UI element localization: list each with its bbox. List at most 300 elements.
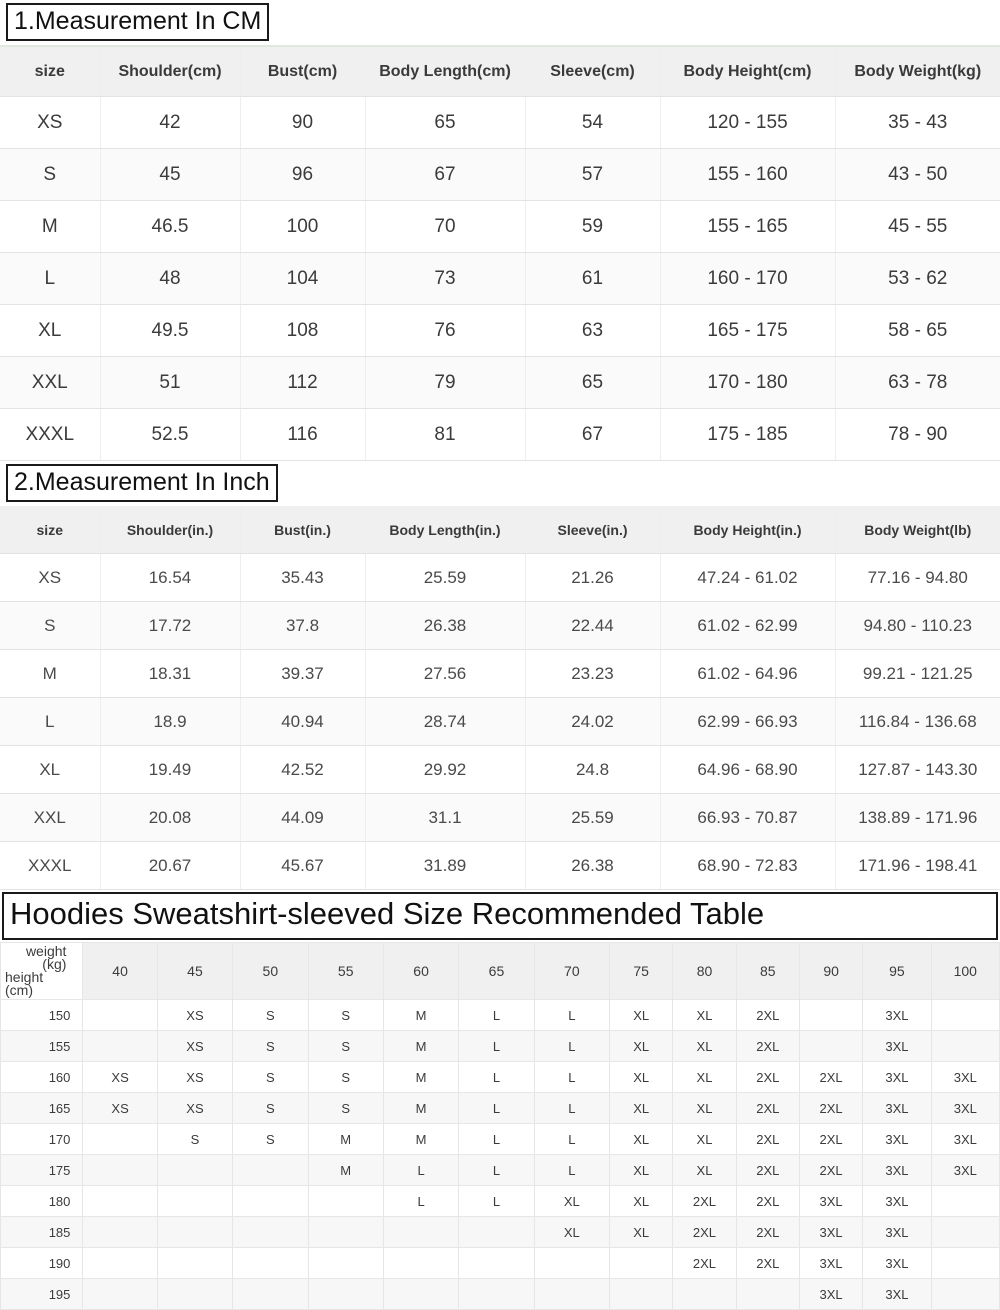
reco-cell: [931, 1279, 999, 1310]
reco-cell: M: [383, 1031, 458, 1062]
reco-cell: M: [308, 1124, 383, 1155]
reco-cell: 2XL: [736, 1093, 799, 1124]
reco-cell: L: [383, 1186, 458, 1217]
cell-sleeve: 23.23: [525, 650, 660, 698]
reco-cell: 2XL: [799, 1124, 862, 1155]
cell-body-height: 170 - 180: [660, 357, 835, 409]
weight-header: 65: [459, 943, 534, 1000]
cell-body-weight: 63 - 78: [835, 357, 1000, 409]
cell-body-weight: 45 - 55: [835, 201, 1000, 253]
recommended-table-title: Hoodies Sweatshirt-sleeved Size Recommended Table: [2, 892, 998, 940]
cell-bust: 40.94: [240, 698, 365, 746]
weight-header: 40: [83, 943, 157, 1000]
table-row: [0, 794, 1000, 842]
cell-size: M: [0, 201, 100, 253]
reco-cell: 3XL: [799, 1279, 862, 1310]
reco-cell: 3XL: [799, 1217, 862, 1248]
reco-cell: M: [308, 1155, 383, 1186]
reco-cell: L: [459, 1031, 534, 1062]
reco-row: [1, 1000, 1000, 1031]
reco-cell: [308, 1217, 383, 1248]
cell-size: XS: [0, 554, 100, 602]
cell-bust: 96: [240, 149, 365, 201]
measurement-inch-table: [0, 506, 1000, 890]
reco-header-row: [1, 943, 1000, 1000]
cell-body-weight: 43 - 50: [835, 149, 1000, 201]
measurement-cm-table: [0, 47, 1000, 461]
height-label: 195: [1, 1279, 83, 1310]
reco-cell: XL: [610, 1093, 673, 1124]
reco-cell: XL: [534, 1217, 609, 1248]
reco-cell: L: [534, 1000, 609, 1031]
reco-cell: S: [233, 1031, 308, 1062]
inch-section-title: 2.Measurement In Inch: [6, 464, 278, 502]
height-label: 190: [1, 1248, 83, 1279]
reco-cell: [83, 1155, 157, 1186]
reco-cell: L: [459, 1186, 534, 1217]
table-row: [0, 305, 1000, 357]
weight-header: 85: [736, 943, 799, 1000]
reco-cell: S: [308, 1062, 383, 1093]
column-header-shoulder: Shoulder(cm): [100, 47, 240, 97]
reco-cell: [233, 1248, 308, 1279]
cell-body-height: 165 - 175: [660, 305, 835, 357]
reco-cell: [610, 1279, 673, 1310]
reco-cell: 2XL: [673, 1248, 736, 1279]
reco-cell: S: [308, 1031, 383, 1062]
reco-cell: [673, 1279, 736, 1310]
reco-cell: XL: [610, 1031, 673, 1062]
cell-body-height: 68.90 - 72.83: [660, 842, 835, 890]
height-label: 165: [1, 1093, 83, 1124]
weight-header: 100: [931, 943, 999, 1000]
cell-body-length: 28.74: [365, 698, 525, 746]
table-row: [0, 650, 1000, 698]
reco-cell: L: [534, 1062, 609, 1093]
reco-row: [1, 1279, 1000, 1310]
cell-bust: 100: [240, 201, 365, 253]
cell-body-weight: 116.84 - 136.68: [835, 698, 1000, 746]
reco-cell: [459, 1279, 534, 1310]
cell-body-height: 155 - 160: [660, 149, 835, 201]
reco-cell: XS: [83, 1062, 157, 1093]
reco-cell: 2XL: [736, 1186, 799, 1217]
reco-cell: [308, 1248, 383, 1279]
reco-cell: XL: [610, 1186, 673, 1217]
reco-cell: XL: [673, 1124, 736, 1155]
cm-section-header: [0, 0, 1000, 45]
reco-cell: S: [233, 1093, 308, 1124]
reco-cell: [383, 1279, 458, 1310]
reco-cell: 2XL: [799, 1062, 862, 1093]
column-header-body-length: Body Length(cm): [365, 47, 525, 97]
reco-cell: [157, 1279, 232, 1310]
reco-cell: 3XL: [931, 1155, 999, 1186]
reco-cell: L: [534, 1093, 609, 1124]
cell-body-weight: 35 - 43: [835, 97, 1000, 149]
inch-section-header: [0, 461, 1000, 506]
cell-body-weight: 127.87 - 143.30: [835, 746, 1000, 794]
cell-shoulder: 19.49: [100, 746, 240, 794]
cell-sleeve: 65: [525, 357, 660, 409]
column-header-size: size: [0, 506, 100, 554]
column-header-body-height: Body Height(cm): [660, 47, 835, 97]
cell-shoulder: 49.5: [100, 305, 240, 357]
column-header-bust: Bust(cm): [240, 47, 365, 97]
cell-size: XS: [0, 97, 100, 149]
recommended-section-header: [0, 892, 1000, 940]
height-label: 175: [1, 1155, 83, 1186]
reco-cell: [799, 1031, 862, 1062]
reco-cell: L: [534, 1124, 609, 1155]
reco-cell: [83, 1186, 157, 1217]
reco-cell: [233, 1155, 308, 1186]
cell-shoulder: 17.72: [100, 602, 240, 650]
cell-size: XXL: [0, 794, 100, 842]
reco-cell: [534, 1248, 609, 1279]
reco-row: [1, 1093, 1000, 1124]
cell-shoulder: 52.5: [100, 409, 240, 461]
cell-size: XXXL: [0, 842, 100, 890]
cell-sleeve: 24.8: [525, 746, 660, 794]
cell-bust: 116: [240, 409, 365, 461]
reco-cell: 3XL: [863, 1031, 931, 1062]
reco-cell: 3XL: [931, 1093, 999, 1124]
cell-body-weight: 99.21 - 121.25: [835, 650, 1000, 698]
cell-body-length: 81: [365, 409, 525, 461]
cell-body-height: 155 - 165: [660, 201, 835, 253]
table-row: [0, 201, 1000, 253]
reco-cell: L: [534, 1155, 609, 1186]
cell-body-height: 120 - 155: [660, 97, 835, 149]
reco-cell: [308, 1279, 383, 1310]
cell-body-height: 175 - 185: [660, 409, 835, 461]
reco-cell: 2XL: [673, 1186, 736, 1217]
reco-cell: XS: [157, 1062, 232, 1093]
reco-cell: XS: [157, 1031, 232, 1062]
reco-cell: S: [233, 1062, 308, 1093]
cell-shoulder: 20.67: [100, 842, 240, 890]
reco-cell: [459, 1248, 534, 1279]
weight-header: 80: [673, 943, 736, 1000]
cell-shoulder: 48: [100, 253, 240, 305]
reco-cell: 3XL: [863, 1248, 931, 1279]
reco-row: [1, 1248, 1000, 1279]
cell-sleeve: 61: [525, 253, 660, 305]
cell-sleeve: 67: [525, 409, 660, 461]
cell-body-height: 160 - 170: [660, 253, 835, 305]
table-row: [0, 554, 1000, 602]
cell-bust: 90: [240, 97, 365, 149]
reco-cell: [83, 1217, 157, 1248]
reco-cell: 3XL: [799, 1186, 862, 1217]
weight-axis-label: weight (kg): [25, 943, 67, 972]
reco-cell: 2XL: [736, 1248, 799, 1279]
reco-cell: XL: [610, 1155, 673, 1186]
reco-cell: 2XL: [736, 1000, 799, 1031]
cell-sleeve: 22.44: [525, 602, 660, 650]
reco-cell: 2XL: [736, 1217, 799, 1248]
cell-body-weight: 58 - 65: [835, 305, 1000, 357]
cell-bust: 44.09: [240, 794, 365, 842]
cell-body-length: 67: [365, 149, 525, 201]
cell-size: XXL: [0, 357, 100, 409]
table-row: [0, 842, 1000, 890]
reco-cell: [308, 1186, 383, 1217]
cell-bust: 42.52: [240, 746, 365, 794]
cell-body-length: 73: [365, 253, 525, 305]
cell-sleeve: 63: [525, 305, 660, 357]
cell-body-length: 70: [365, 201, 525, 253]
cell-body-length: 31.89: [365, 842, 525, 890]
cell-shoulder: 51: [100, 357, 240, 409]
table-row: [0, 602, 1000, 650]
reco-cell: [83, 1248, 157, 1279]
weight-header: 95: [863, 943, 931, 1000]
weight-header: 90: [799, 943, 862, 1000]
reco-cell: [157, 1186, 232, 1217]
reco-cell: XL: [673, 1093, 736, 1124]
height-axis-label: height (cm): [5, 969, 44, 998]
height-label: 155: [1, 1031, 83, 1062]
weight-header: 55: [308, 943, 383, 1000]
reco-cell: [233, 1186, 308, 1217]
reco-cell: L: [459, 1062, 534, 1093]
reco-cell: M: [383, 1093, 458, 1124]
height-label: 170: [1, 1124, 83, 1155]
cell-sleeve: 21.26: [525, 554, 660, 602]
cell-shoulder: 45: [100, 149, 240, 201]
reco-cell: XL: [610, 1217, 673, 1248]
reco-cell: 3XL: [931, 1124, 999, 1155]
cell-bust: 108: [240, 305, 365, 357]
cell-size: L: [0, 698, 100, 746]
reco-cell: [459, 1217, 534, 1248]
reco-cell: [83, 1000, 157, 1031]
reco-cell: [931, 1000, 999, 1031]
reco-cell: XL: [610, 1124, 673, 1155]
column-header-sleeve: Sleeve(in.): [525, 506, 660, 554]
cell-body-length: 31.1: [365, 794, 525, 842]
axis-corner-label: [1, 943, 83, 1000]
reco-cell: [383, 1217, 458, 1248]
reco-cell: L: [383, 1155, 458, 1186]
column-header-body-weight: Body Weight(lb): [835, 506, 1000, 554]
reco-cell: [233, 1279, 308, 1310]
cell-bust: 104: [240, 253, 365, 305]
reco-cell: 3XL: [863, 1186, 931, 1217]
reco-cell: S: [233, 1000, 308, 1031]
weight-header: 50: [233, 943, 308, 1000]
reco-cell: 2XL: [736, 1031, 799, 1062]
weight-header: 45: [157, 943, 232, 1000]
weight-header: 60: [383, 943, 458, 1000]
reco-cell: L: [534, 1031, 609, 1062]
reco-cell: XS: [157, 1093, 232, 1124]
table-row: [0, 698, 1000, 746]
cell-size: S: [0, 602, 100, 650]
cell-bust: 45.67: [240, 842, 365, 890]
reco-cell: S: [233, 1124, 308, 1155]
reco-cell: [931, 1217, 999, 1248]
reco-cell: M: [383, 1062, 458, 1093]
reco-cell: [931, 1031, 999, 1062]
cell-sleeve: 24.02: [525, 698, 660, 746]
table-row: [0, 253, 1000, 305]
table-row: [0, 357, 1000, 409]
reco-cell: XL: [534, 1186, 609, 1217]
column-header-bust: Bust(in.): [240, 506, 365, 554]
cell-size: XXXL: [0, 409, 100, 461]
cell-shoulder: 20.08: [100, 794, 240, 842]
weight-header: 75: [610, 943, 673, 1000]
cell-shoulder: 18.9: [100, 698, 240, 746]
reco-cell: S: [308, 1093, 383, 1124]
cell-bust: 112: [240, 357, 365, 409]
reco-cell: 3XL: [799, 1248, 862, 1279]
cell-body-weight: 53 - 62: [835, 253, 1000, 305]
cell-size: S: [0, 149, 100, 201]
cell-body-length: 26.38: [365, 602, 525, 650]
cell-shoulder: 16.54: [100, 554, 240, 602]
reco-cell: 3XL: [863, 1155, 931, 1186]
reco-cell: [157, 1217, 232, 1248]
reco-cell: 2XL: [736, 1062, 799, 1093]
cell-sleeve: 54: [525, 97, 660, 149]
reco-cell: 3XL: [863, 1093, 931, 1124]
cell-body-weight: 94.80 - 110.23: [835, 602, 1000, 650]
cell-body-height: 62.99 - 66.93: [660, 698, 835, 746]
cell-body-weight: 77.16 - 94.80: [835, 554, 1000, 602]
height-label: 150: [1, 1000, 83, 1031]
reco-cell: [383, 1248, 458, 1279]
cell-body-length: 76: [365, 305, 525, 357]
table-row: [0, 409, 1000, 461]
cell-body-length: 27.56: [365, 650, 525, 698]
column-header-shoulder: Shoulder(in.): [100, 506, 240, 554]
reco-cell: L: [459, 1093, 534, 1124]
reco-cell: XL: [610, 1000, 673, 1031]
reco-row: [1, 1124, 1000, 1155]
reco-cell: 3XL: [863, 1217, 931, 1248]
column-header-body-weight: Body Weight(kg): [835, 47, 1000, 97]
cell-sleeve: 26.38: [525, 842, 660, 890]
cell-body-weight: 171.96 - 198.41: [835, 842, 1000, 890]
reco-cell: [157, 1248, 232, 1279]
reco-cell: XL: [610, 1062, 673, 1093]
reco-row: [1, 1031, 1000, 1062]
cell-bust: 35.43: [240, 554, 365, 602]
reco-row: [1, 1217, 1000, 1248]
reco-cell: 3XL: [863, 1062, 931, 1093]
reco-row: [1, 1186, 1000, 1217]
cell-body-height: 61.02 - 62.99: [660, 602, 835, 650]
cell-size: L: [0, 253, 100, 305]
weight-header: 70: [534, 943, 609, 1000]
cell-size: XL: [0, 746, 100, 794]
reco-cell: [736, 1279, 799, 1310]
cell-sleeve: 57: [525, 149, 660, 201]
reco-cell: 2XL: [799, 1155, 862, 1186]
reco-cell: [931, 1248, 999, 1279]
reco-cell: 3XL: [863, 1124, 931, 1155]
cell-shoulder: 18.31: [100, 650, 240, 698]
reco-row: [1, 1062, 1000, 1093]
reco-cell: [157, 1155, 232, 1186]
cell-body-length: 65: [365, 97, 525, 149]
table-row: [0, 97, 1000, 149]
reco-cell: 2XL: [799, 1093, 862, 1124]
size-recommendation-table: [0, 942, 1000, 1310]
height-label: 185: [1, 1217, 83, 1248]
reco-cell: XL: [673, 1155, 736, 1186]
cell-bust: 37.8: [240, 602, 365, 650]
reco-cell: XS: [157, 1000, 232, 1031]
reco-cell: 2XL: [736, 1124, 799, 1155]
cell-size: M: [0, 650, 100, 698]
cell-body-height: 47.24 - 61.02: [660, 554, 835, 602]
reco-cell: M: [383, 1124, 458, 1155]
cell-shoulder: 46.5: [100, 201, 240, 253]
cell-body-weight: 138.89 - 171.96: [835, 794, 1000, 842]
reco-cell: XL: [673, 1062, 736, 1093]
reco-cell: [83, 1124, 157, 1155]
cell-shoulder: 42: [100, 97, 240, 149]
reco-cell: [233, 1217, 308, 1248]
table-header-row: [0, 506, 1000, 554]
reco-cell: [83, 1031, 157, 1062]
reco-cell: 3XL: [863, 1000, 931, 1031]
cell-body-height: 61.02 - 64.96: [660, 650, 835, 698]
cell-body-length: 79: [365, 357, 525, 409]
cell-body-length: 29.92: [365, 746, 525, 794]
cell-sleeve: 59: [525, 201, 660, 253]
table-header-row: [0, 47, 1000, 97]
cell-body-height: 66.93 - 70.87: [660, 794, 835, 842]
reco-cell: XL: [673, 1031, 736, 1062]
reco-cell: 2XL: [736, 1155, 799, 1186]
reco-cell: S: [308, 1000, 383, 1031]
cell-size: XL: [0, 305, 100, 357]
height-label: 160: [1, 1062, 83, 1093]
reco-cell: S: [157, 1124, 232, 1155]
cell-sleeve: 25.59: [525, 794, 660, 842]
column-header-body-length: Body Length(in.): [365, 506, 525, 554]
column-header-size: size: [0, 47, 100, 97]
reco-cell: 3XL: [863, 1279, 931, 1310]
table-row: [0, 149, 1000, 201]
reco-cell: L: [459, 1124, 534, 1155]
reco-row: [1, 1155, 1000, 1186]
cell-body-height: 64.96 - 68.90: [660, 746, 835, 794]
cell-body-weight: 78 - 90: [835, 409, 1000, 461]
reco-cell: [799, 1000, 862, 1031]
reco-cell: L: [459, 1000, 534, 1031]
reco-cell: [610, 1248, 673, 1279]
height-label: 180: [1, 1186, 83, 1217]
reco-cell: M: [383, 1000, 458, 1031]
reco-cell: [83, 1279, 157, 1310]
table-row: [0, 746, 1000, 794]
reco-cell: [534, 1279, 609, 1310]
reco-cell: 3XL: [931, 1062, 999, 1093]
reco-cell: [931, 1186, 999, 1217]
reco-cell: L: [459, 1155, 534, 1186]
cell-body-length: 25.59: [365, 554, 525, 602]
column-header-body-height: Body Height(in.): [660, 506, 835, 554]
reco-cell: XL: [673, 1000, 736, 1031]
reco-cell: 2XL: [673, 1217, 736, 1248]
